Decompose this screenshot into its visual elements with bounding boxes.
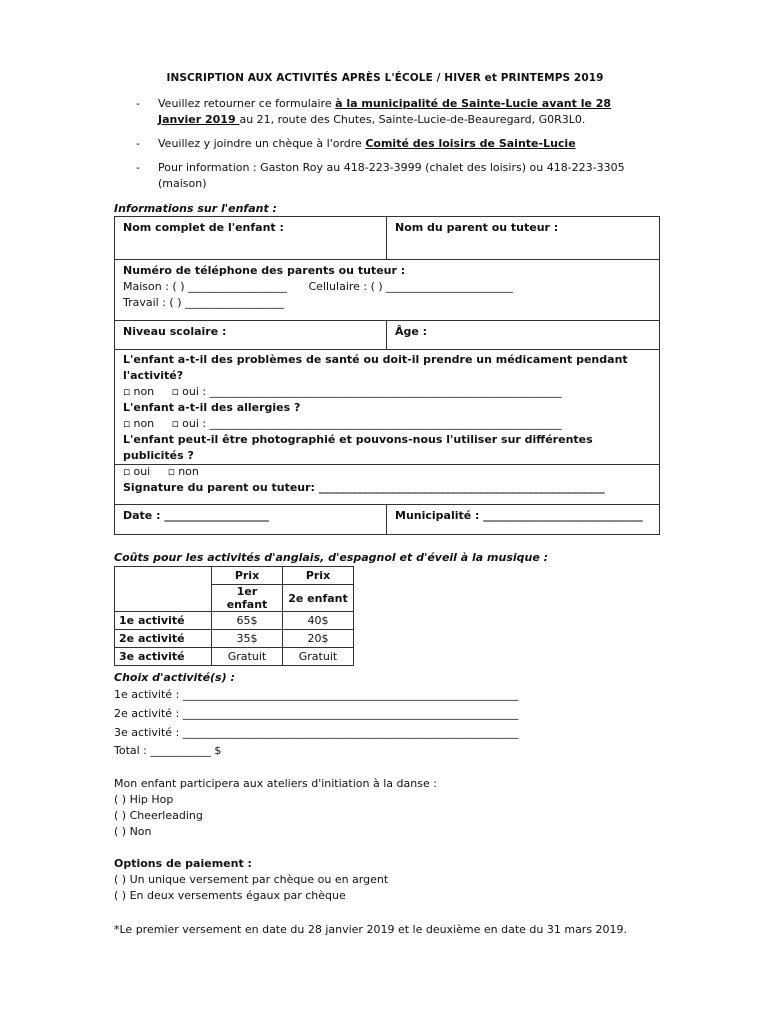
- photo-question: L'enfant peut-il être photographié et pouvons-nous l'utiliser sur différentes publicités ?: [123, 433, 593, 462]
- health-row: [114, 349, 660, 478]
- school-age-row: [114, 320, 660, 350]
- payment-heading: Options de paiement :: [114, 857, 252, 870]
- col2-header-top: Prix: [283, 567, 354, 585]
- form-title: INSCRIPTION AUX ACTIVITÉS APRÈS L'ÉCOLE / HIVER et PRINTEMPS 2019: [166, 72, 604, 84]
- signature-row: [114, 464, 660, 505]
- child-name-field[interactable]: Nom complet de l'enfant :: [115, 217, 387, 259]
- row-label: 2e activité: [115, 630, 212, 648]
- age-field[interactable]: Âge :: [395, 325, 428, 338]
- activity-1-field[interactable]: 1e activité : _____________________________________________________________: [114, 688, 519, 701]
- instructions-list: [136, 96, 656, 200]
- signature-field[interactable]: Signature du parent ou tuteur: ____________________________________________________: [123, 481, 605, 494]
- date-field[interactable]: Date : ___________________: [115, 505, 387, 534]
- instruction-cheque: - Veuillez y joindre un chèque à l'ordre Comité des loisirs de Sainte-Lucie: [136, 137, 576, 150]
- child-info-heading: Informations sur l'enfant :: [114, 202, 277, 215]
- photo-options: ▫ oui ▫ non: [123, 465, 199, 478]
- row-label: 1e activité: [115, 612, 212, 630]
- allergies-no-checkbox[interactable]: ▫: [123, 417, 131, 430]
- allergies-yes-field[interactable]: oui : ________________________________________________________________: [182, 417, 562, 430]
- payment-option-two[interactable]: ( ) En deux versements égaux par chèque: [114, 889, 346, 902]
- phone-row: [114, 259, 660, 321]
- health-question: L'enfant a-t-il des problèmes de santé ou doit-il prendre un médicament pendant l'activité?: [123, 353, 628, 382]
- table-row: [115, 567, 354, 585]
- dance-option-hiphop[interactable]: ( ) Hip Hop: [114, 793, 174, 806]
- health-yes-checkbox[interactable]: ▫: [171, 385, 180, 398]
- col2-header-bottom: 2e enfant: [283, 585, 354, 612]
- costs-table: [114, 566, 354, 666]
- photo-yes-checkbox[interactable]: ▫: [123, 465, 131, 478]
- table-row: [115, 648, 354, 666]
- phone-cell-field[interactable]: Cellulaire : ( ) _______________________: [308, 280, 513, 293]
- instruction-info: - Pour information : Gaston Roy au 418-223-3999 (chalet des loisirs) ou 418-223-3305 (maison): [136, 161, 625, 190]
- health-no-checkbox[interactable]: ▫: [123, 385, 131, 398]
- phone-home-cell[interactable]: [123, 279, 651, 295]
- row-label: 3e activité: [115, 648, 212, 666]
- allergies-options: ▫ non ▫ oui : ________________________________________________________________: [123, 417, 562, 430]
- col1-header-top: Prix: [212, 567, 283, 585]
- phone-label: Numéro de téléphone des parents ou tuteur :: [123, 264, 406, 277]
- payment-option-single[interactable]: ( ) Un unique versement par chèque ou en argent: [114, 873, 389, 886]
- photo-no-checkbox[interactable]: ▫: [167, 465, 176, 478]
- parent-name-field[interactable]: Nom du parent ou tuteur :: [395, 221, 559, 234]
- dance-option-non[interactable]: ( ) Non: [114, 825, 152, 838]
- price-cell: 40$: [283, 612, 354, 630]
- price-cell: Gratuit: [283, 648, 354, 666]
- health-options: ▫ non ▫ oui : ________________________________________________________________: [123, 385, 562, 398]
- price-cell: 65$: [212, 612, 283, 630]
- dance-option-cheerleading[interactable]: ( ) Cheerleading: [114, 809, 203, 822]
- instruction-return: - Veuillez retourner ce formulaire à la municipalité de Sainte-Lucie avant le 28 Janvier 2019 au 21, route des Chutes, Sainte-Lucie-de-Beauregard, G0R3L0.: [136, 97, 612, 126]
- dance-intro: Mon enfant participera aux ateliers d'initiation à la danse :: [114, 777, 437, 790]
- date-row: [114, 504, 660, 535]
- activity-2-field[interactable]: 2e activité : _____________________________________________________________: [114, 707, 519, 720]
- choice-heading: Choix d'activité(s) :: [114, 671, 235, 684]
- activity-3-field[interactable]: 3e activité : _____________________________________________________________: [114, 726, 519, 739]
- phone-home-field[interactable]: Maison : ( ) __________________: [123, 280, 287, 293]
- total-field[interactable]: Total : ___________ $: [114, 744, 222, 757]
- price-cell: 35$: [212, 630, 283, 648]
- payment-note: *Le premier versement en date du 28 janvier 2019 et le deuxième en date du 31 mars 2019.: [114, 923, 628, 936]
- price-cell: 20$: [283, 630, 354, 648]
- school-level-field[interactable]: Niveau scolaire :: [115, 321, 387, 349]
- costs-heading: Coûts pour les activités d'anglais, d'espagnol et d'éveil à la musique :: [114, 551, 549, 564]
- health-yes-field[interactable]: oui : ________________________________________________________________: [182, 385, 562, 398]
- allergies-question: L'enfant a-t-il des allergies ?: [123, 401, 301, 414]
- names-row: [114, 216, 660, 260]
- table-row: [115, 612, 354, 630]
- municipality-field[interactable]: Municipalité : _____________________________: [395, 509, 643, 522]
- table-row: [115, 630, 354, 648]
- col1-header-bottom: 1er enfant: [212, 585, 283, 612]
- price-cell: Gratuit: [212, 648, 283, 666]
- allergies-yes-checkbox[interactable]: ▫: [171, 417, 180, 430]
- phone-work-field[interactable]: Travail : ( ) __________________: [123, 296, 285, 309]
